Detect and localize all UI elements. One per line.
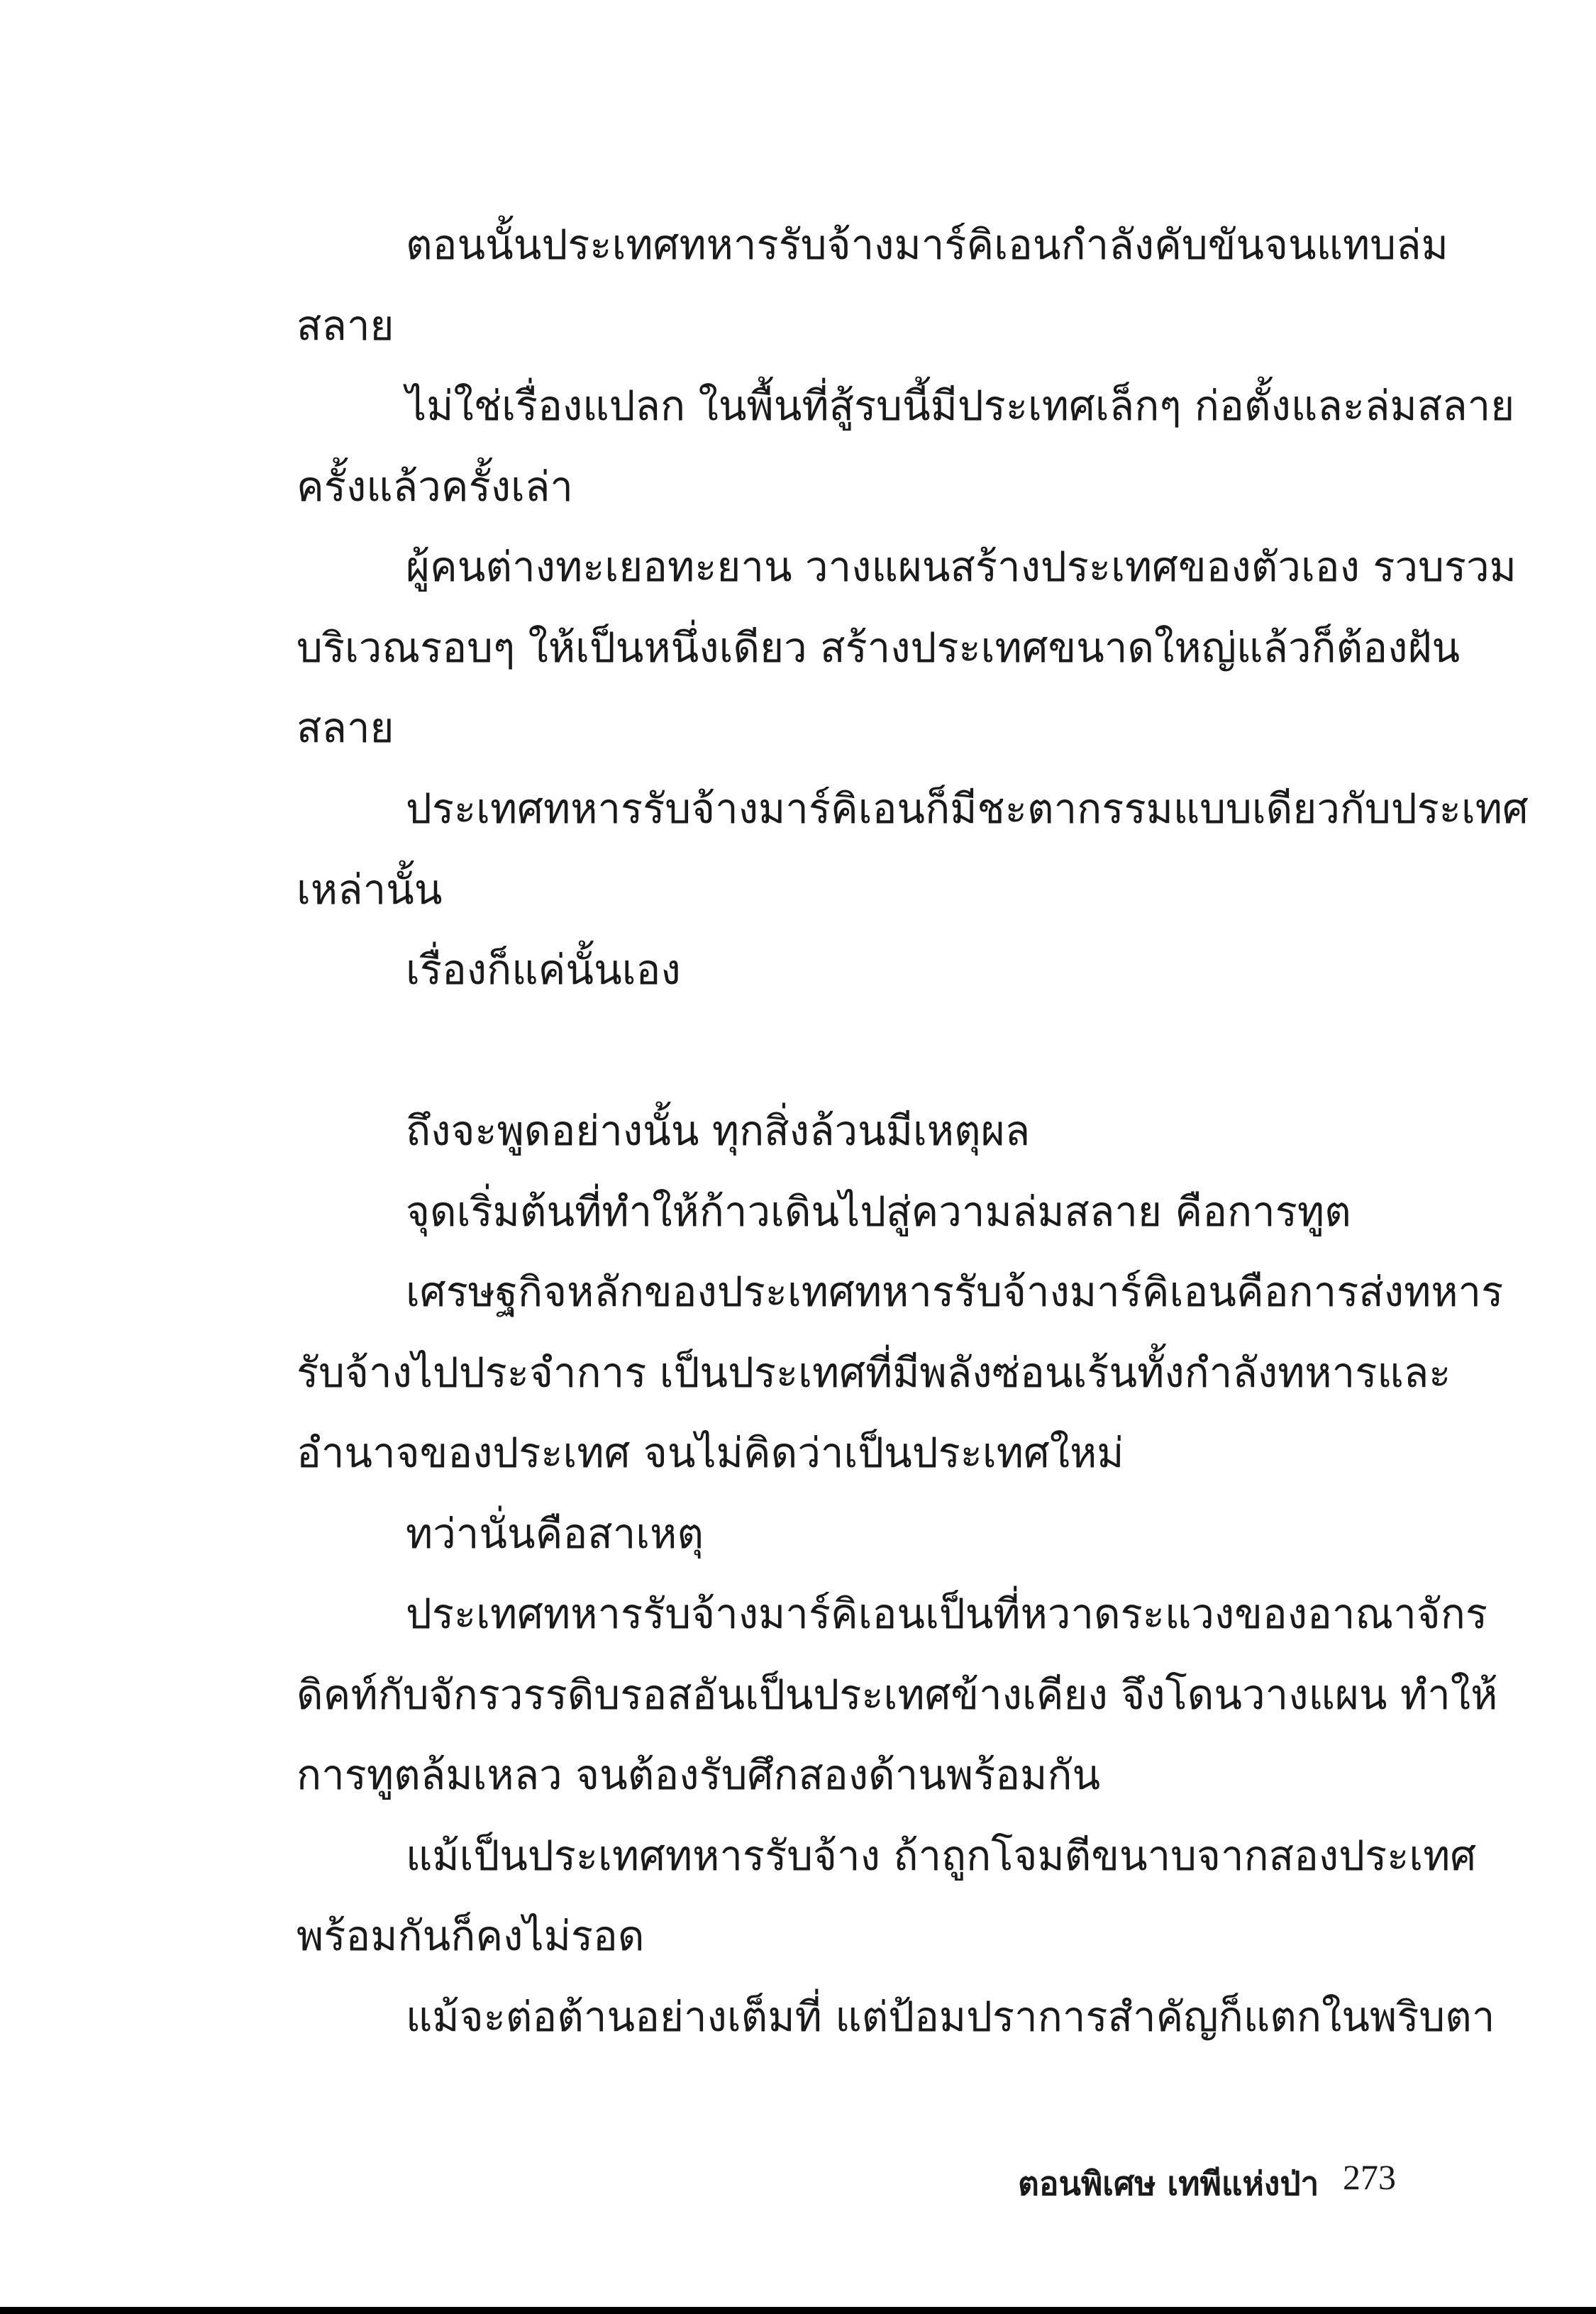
paragraph-line: สลาย bbox=[297, 301, 394, 350]
paragraph-line: เรื่องก็แค่นั้นเอง bbox=[406, 946, 681, 994]
paragraph-line: ถึงจะพูดอย่างนั้น ทุกสิ่งล้วนมีเหตุผล bbox=[406, 1107, 1031, 1155]
page-number: 273 bbox=[1343, 2157, 1396, 2197]
paragraph-line: แม้เป็นประเทศทหารรับจ้าง ถ้าถูกโจมตีขนาบจากสองประเทศ bbox=[406, 1832, 1477, 1880]
paragraph-line: การทูตล้มเหลว จนต้องรับศึกสองด้านพร้อมกัน bbox=[297, 1751, 1101, 1799]
paragraph-line: อำนาจของประเทศ จนไม่คิดว่าเป็นประเทศใหม่ bbox=[297, 1429, 1124, 1477]
paragraph-line: รับจ้างไปประจำการ เป็นประเทศที่มีพลังซ่อนเร้นทั้งกำลังทหารและ bbox=[297, 1349, 1451, 1397]
paragraph-line: ดิคท์กับจักรวรรดิบรอสอันเป็นประเทศข้างเคียง จึงโดนวางแผน ทำให้ bbox=[297, 1671, 1498, 1719]
paragraph-line: ทว่านั่นคือสาเหตุ bbox=[406, 1510, 704, 1558]
paragraph-line: บริเวณรอบๆ ให้เป็นหนึ่งเดียว สร้างประเทศขนาดใหญ่แล้วก็ต้องฝัน bbox=[297, 624, 1461, 672]
paragraph-line: ตอนนั้นประเทศทหารรับจ้างมาร์คิเอนกำลังคับขันจนแทบล่ม bbox=[406, 221, 1448, 269]
paragraph-line: ผู้คนต่างทะเยอทะยาน วางแผนสร้างประเทศของตัวเอง รวบรวม bbox=[406, 543, 1517, 591]
paragraph-line: พร้อมกันก็คงไม่รอด bbox=[297, 1912, 645, 1960]
paragraph-line: แม้จะต่อต้านอย่างเต็มที่ แต่ป้อมปราการสำคัญก็แตกในพริบตา bbox=[406, 1993, 1495, 2041]
bottom-edge-border bbox=[0, 2307, 1596, 2314]
paragraph-line: ประเทศทหารรับจ้างมาร์คิเอนเป็นที่หวาดระแวงของอาณาจักร bbox=[406, 1590, 1488, 1638]
paragraph-line: ประเทศทหารรับจ้างมาร์คิเอนก็มีชะตากรรมแบบเดียวกับประเทศ bbox=[406, 785, 1529, 833]
paragraph-line: สลาย bbox=[297, 704, 394, 752]
running-footer-chapter-title: ตอนพิเศษ เทพีแห่งป่า bbox=[1018, 2164, 1319, 2203]
paragraph-line: จุดเริ่มต้นที่ทำให้ก้าวเดินไปสู่ความล่มสลาย คือการทูต bbox=[406, 1188, 1351, 1236]
paragraph-line: เศรษฐกิจหลักของประเทศทหารรับจ้างมาร์คิเอนคือการส่งทหาร bbox=[406, 1268, 1504, 1316]
paragraph-line: ไม่ใช่เรื่องแปลก ในพื้นที่สู้รบนี้มีประเทศเล็กๆ ก่อตั้งและล่มสลาย bbox=[406, 382, 1515, 430]
paragraph-line: ครั้งแล้วครั้งเล่า bbox=[297, 463, 573, 511]
paragraph-line: เหล่านั้น bbox=[297, 865, 443, 914]
